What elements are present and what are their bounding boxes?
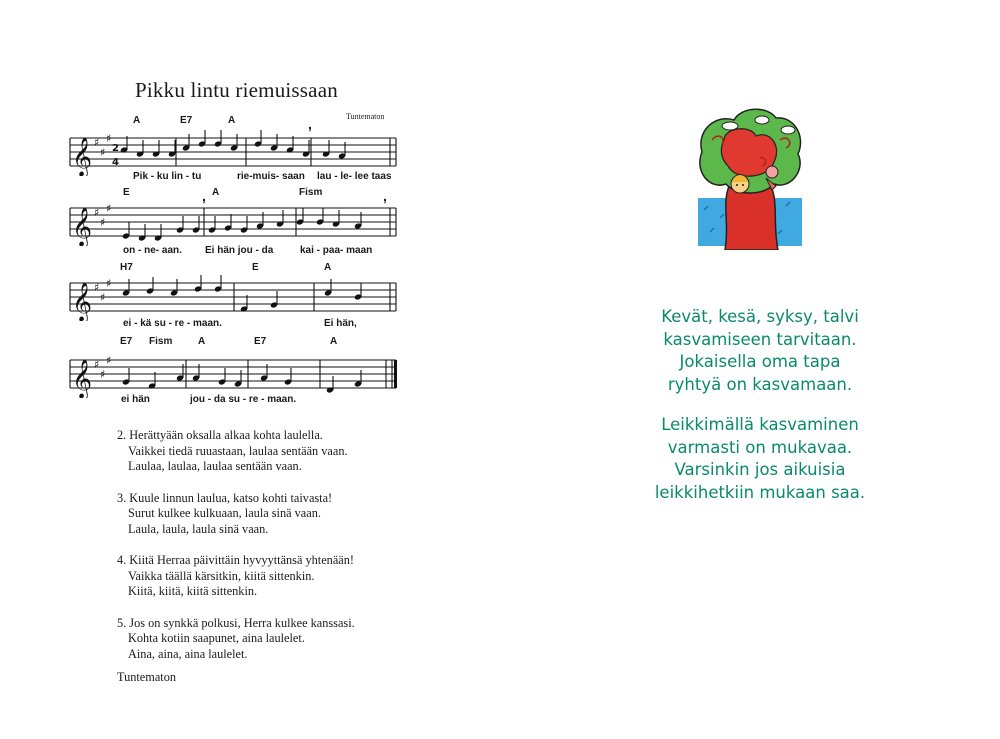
music-staff — [68, 130, 398, 176]
poem-line: leikkihetkiin mukaan saa. — [654, 482, 866, 502]
chord-symbol: E — [123, 187, 130, 198]
music-staff — [68, 275, 398, 321]
chord-symbol: E7 — [254, 336, 267, 347]
lyric-syllables: jou - da su - re - maan. — [190, 394, 297, 405]
chord-symbol: A — [330, 336, 338, 347]
poem-line: varmasti on mukavaa. — [667, 437, 853, 457]
svg-text:♯: ♯ — [106, 354, 112, 367]
chord-symbol: A — [198, 336, 206, 347]
chord-symbol: A — [133, 115, 141, 126]
chord-symbol: A — [324, 262, 332, 273]
svg-text:𝄞: 𝄞 — [72, 282, 93, 321]
lyric-syllables: ei hän — [121, 394, 150, 405]
verse-line: Laula, laula, laula sinä vaan. — [128, 521, 269, 536]
chord-symbol: Fism — [149, 336, 173, 347]
chord-symbol: E — [252, 262, 259, 273]
verse-line: Surut kulkee kulkuaan, laula sinä vaan. — [128, 506, 321, 520]
svg-text:♯: ♯ — [100, 368, 106, 381]
svg-text:♯: ♯ — [94, 281, 100, 294]
verse-line: 5. Jos on synkkä polkusi, Herra kulkee kanssasi. — [117, 615, 355, 630]
svg-text:𝄞: 𝄞 — [72, 137, 93, 176]
lyric-syllables: rie-muis- saan — [237, 171, 305, 182]
verse-line: 2. Herättyään oksalla alkaa kohta laulella. — [117, 428, 323, 442]
svg-text:♯: ♯ — [100, 216, 106, 229]
chord-symbol: A — [212, 187, 220, 198]
svg-text:♯: ♯ — [100, 146, 106, 159]
svg-text:♯: ♯ — [106, 277, 112, 290]
svg-text:♯: ♯ — [106, 202, 112, 215]
poem-stanza-2 — [630, 414, 890, 504]
chord-symbol: , — [202, 188, 206, 204]
chord-symbol: Fism — [299, 187, 323, 198]
verse-line: Aina, aina, aina laulelet. — [128, 646, 248, 661]
verse-line: Laulaa, laulaa, laulaa sentään vaan. — [128, 459, 302, 473]
lyric-syllables: ei - kä su - re - maan. — [123, 318, 222, 329]
verse-2 — [117, 428, 417, 475]
poem-line: Varsinkin jos aikuisia — [674, 460, 846, 479]
svg-text:4: 4 — [112, 157, 119, 168]
svg-text:♯: ♯ — [94, 358, 100, 371]
svg-text:𝄞: 𝄞 — [72, 207, 93, 246]
svg-text:♯: ♯ — [100, 291, 106, 304]
verse-4 — [117, 553, 417, 600]
verse-line: Kohta kotiin saapunet, aina laulelet. — [128, 631, 305, 645]
lyric-syllables: Ei hän, — [324, 318, 357, 329]
svg-text:♯: ♯ — [94, 136, 100, 149]
svg-text:𝄞: 𝄞 — [72, 359, 93, 398]
lyric-syllables: lau - le- lee taas — [317, 171, 392, 182]
lyric-syllables: kai - paa- maan — [300, 245, 373, 256]
chord-symbol: E7 — [120, 336, 133, 347]
verses — [117, 428, 417, 678]
music-staff — [68, 200, 398, 246]
music-staff — [68, 352, 398, 398]
verse-5 — [117, 616, 417, 663]
svg-text:♯: ♯ — [94, 206, 100, 219]
svg-text:2: 2 — [112, 143, 119, 154]
composer-credit-top: Tuntematon — [346, 112, 385, 121]
verse-line: 3. Kuule linnun laulua, katso kohti taivasta! — [117, 490, 333, 505]
chord-symbol: H7 — [120, 262, 133, 273]
svg-text:♯: ♯ — [106, 132, 112, 145]
verse-3 — [117, 491, 417, 538]
verse-line: Vaikkei tiedä ruuastaan, laulaa sentään vaan. — [128, 443, 348, 458]
lyric-syllables: on - ne- aan. — [123, 245, 182, 256]
tree-with-birds-and-children-icon — [690, 100, 810, 250]
chord-symbol: A — [228, 115, 236, 126]
song-title: Pikku lintu riemuissaan — [135, 78, 338, 102]
verse-line: Vaikka täällä kärsitkin, kiitä sittenkin. — [128, 568, 315, 583]
poem-stanza-1 — [630, 306, 890, 396]
poem-line: kasvamiseen tarvitaan. — [663, 329, 857, 349]
poem-line: ryhtyä on kasvamaan. — [667, 374, 853, 394]
poem-line: Leikkimällä kasvaminen — [661, 415, 859, 434]
verse-line: Kiitä, kiitä, kiitä sittenkin. — [128, 584, 258, 598]
poem-line: Jokaisella oma tapa — [679, 352, 841, 371]
verse-line: 4. Kiitä Herraa päivittäin hyvyyttänsä yhtenään! — [117, 553, 354, 567]
lyric-syllables: Pik - ku lin - tu — [133, 171, 202, 182]
chord-symbol: , — [308, 116, 312, 132]
chord-symbol: , — [383, 188, 387, 204]
poem — [630, 306, 890, 522]
author-credit-bottom: Tuntematon — [117, 670, 176, 684]
poem-line: Kevät, kesä, syksy, talvi — [661, 307, 859, 326]
chord-symbol: E7 — [180, 115, 193, 126]
lyric-syllables: Ei hän jou - da — [205, 245, 274, 256]
